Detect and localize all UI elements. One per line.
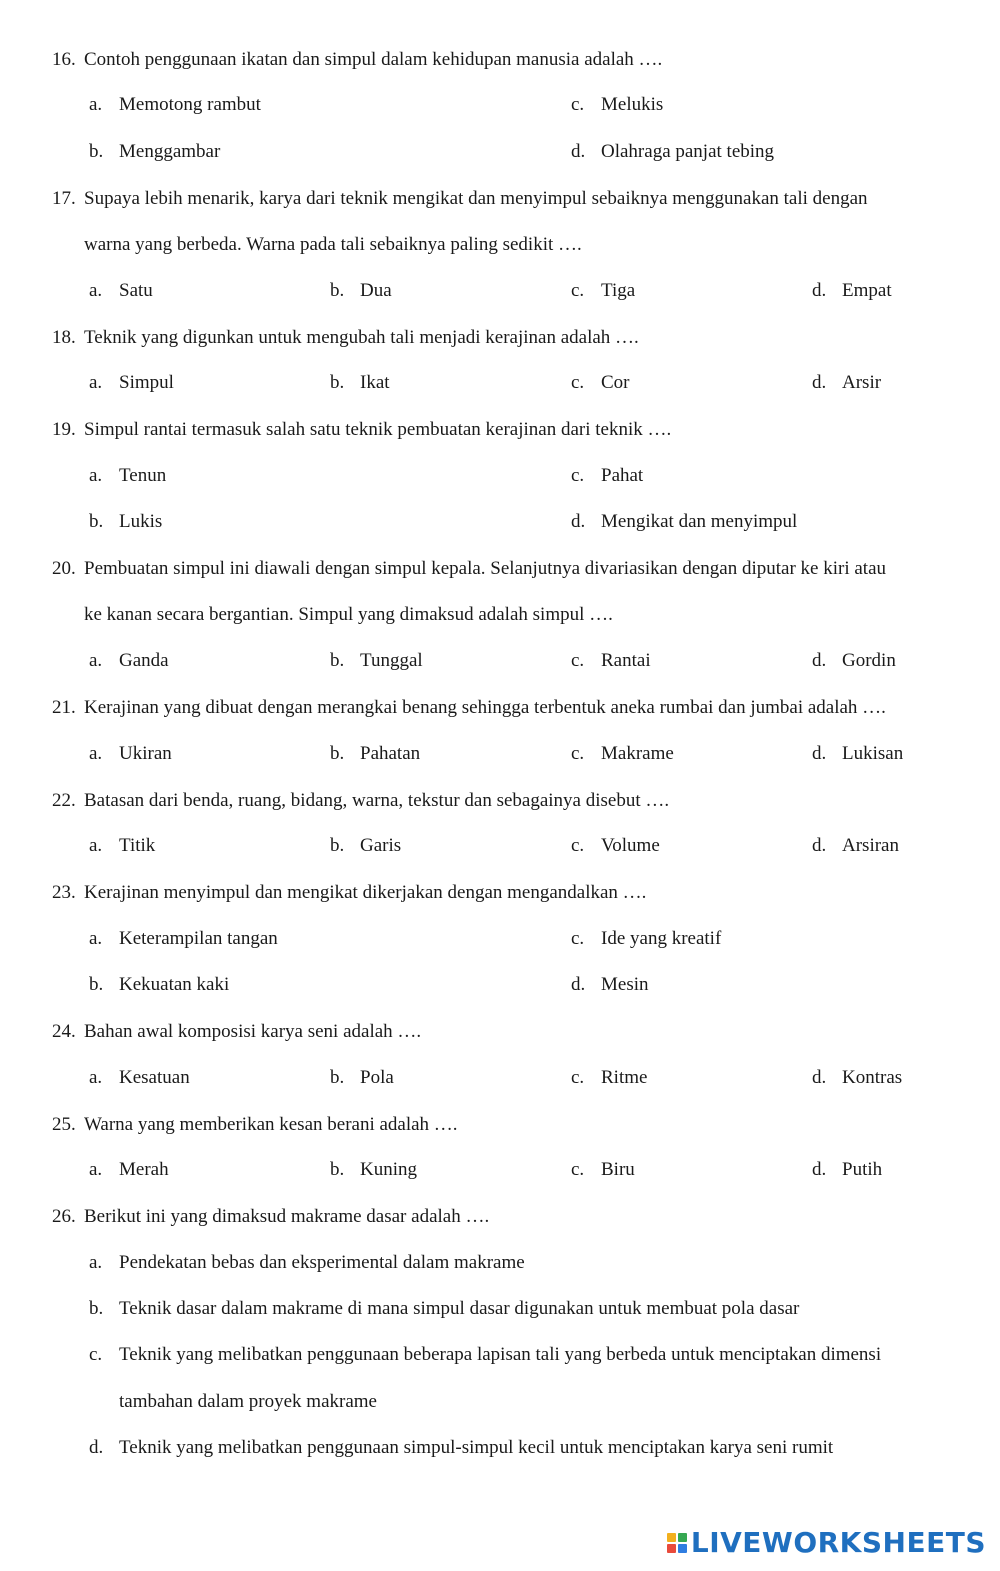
question-16 bbox=[52, 37, 952, 83]
option-text: Cor bbox=[601, 372, 630, 394]
option-text: Teknik yang melibatkan penggunaan beberapa lapisan tali yang berbeda untuk menciptakan dimensi bbox=[119, 1344, 882, 1366]
option-text: Merah bbox=[119, 1159, 169, 1181]
option-text: Arsiran bbox=[842, 835, 899, 857]
option-letter: c. bbox=[89, 1344, 103, 1366]
logo-tiles-icon bbox=[667, 1533, 687, 1553]
question-text-line bbox=[52, 685, 952, 731]
option-text: Kuning bbox=[360, 1159, 417, 1181]
question-text-line bbox=[52, 315, 952, 361]
question-number: 17. bbox=[52, 187, 76, 209]
option-letter: d. bbox=[812, 742, 827, 764]
question-26 bbox=[52, 1194, 952, 1240]
option-text: Mengikat dan menyimpul bbox=[601, 511, 798, 532]
option-letter: b. bbox=[89, 140, 104, 162]
question-text: Bahan awal komposisi karya seni adalah …. bbox=[84, 1021, 422, 1043]
question-text: Berikut ini yang dimaksud makrame dasar adalah …. bbox=[84, 1206, 490, 1228]
option-text: Rantai bbox=[601, 649, 651, 671]
option-letter: c. bbox=[571, 742, 585, 764]
option-letter: a. bbox=[89, 1251, 103, 1273]
question-text: Contoh penggunaan ikatan dan simpul dalam kehidupan manusia adalah …. bbox=[84, 48, 663, 70]
option-letter: b. bbox=[330, 649, 345, 671]
logo-tile bbox=[667, 1533, 676, 1542]
question-text: Simpul rantai termasuk salah satu teknik pembuatan kerajinan dari teknik …. bbox=[84, 419, 672, 441]
question-text-line bbox=[52, 222, 952, 268]
option-letter: a. bbox=[89, 835, 103, 857]
question-number: 20. bbox=[52, 558, 76, 580]
option-letter: c. bbox=[571, 279, 585, 301]
option-letter: a. bbox=[89, 927, 103, 949]
question-text: Teknik yang digunkan untuk mengubah tali menjadi kerajinan adalah …. bbox=[84, 326, 639, 348]
option-text: Titik bbox=[119, 835, 156, 857]
option-letter: a. bbox=[89, 742, 103, 764]
question-text: Kerajinan menyimpul dan mengikat dikerjakan dengan mengandalkan …. bbox=[84, 882, 647, 904]
option-letter: a. bbox=[89, 94, 103, 116]
option-text: Teknik dasar dalam makrame di mana simpul dasar digunakan untuk membuat pola dasar bbox=[119, 1298, 800, 1320]
option-letter: d. bbox=[812, 1159, 827, 1181]
question-24 bbox=[52, 1009, 952, 1055]
option-letter: a. bbox=[89, 1066, 103, 1088]
question-number: 18. bbox=[52, 326, 76, 348]
question-text-line bbox=[52, 407, 952, 453]
option-text: Ikat bbox=[360, 372, 390, 394]
option-text: Volume bbox=[601, 835, 660, 857]
option-text: Kontras bbox=[842, 1066, 903, 1088]
option-letter: b. bbox=[330, 742, 345, 764]
question-text: Warna yang memberikan kesan berani adalah …. bbox=[84, 1113, 458, 1135]
option-text: Ganda bbox=[119, 649, 169, 671]
option-text: Memotong rambut bbox=[119, 94, 261, 116]
option-text: Arsir bbox=[842, 372, 882, 394]
option-letter: b. bbox=[330, 835, 345, 857]
option-letter: b. bbox=[330, 279, 345, 301]
option-text: Ide yang kreatif bbox=[601, 927, 722, 949]
question-number: 24. bbox=[52, 1021, 76, 1043]
logo-tile bbox=[678, 1533, 687, 1542]
question-17 bbox=[52, 176, 952, 269]
option-letter: d. bbox=[812, 372, 827, 394]
option-text: Ukiran bbox=[119, 742, 172, 764]
question-19 bbox=[52, 407, 952, 453]
option-letter: b. bbox=[330, 372, 345, 394]
option-text: Keterampilan tangan bbox=[119, 927, 278, 949]
option-letter: b. bbox=[89, 511, 104, 532]
question-23 bbox=[52, 870, 952, 916]
option-text: Menggambar bbox=[119, 140, 221, 162]
option-letter: b. bbox=[89, 1298, 104, 1320]
question-text-line bbox=[52, 176, 952, 222]
option-text: Tiga bbox=[601, 279, 636, 301]
question-21 bbox=[52, 685, 952, 731]
option-text: Empat bbox=[842, 279, 892, 301]
question-number: 22. bbox=[52, 789, 76, 811]
option-text: Kekuatan kaki bbox=[119, 974, 230, 995]
question-text: ke kanan secara bergantian. Simpul yang dimaksud adalah simpul …. bbox=[84, 604, 613, 626]
option-text: Melukis bbox=[601, 94, 664, 116]
question-text-line bbox=[52, 778, 952, 824]
option-text: Olahraga panjat tebing bbox=[601, 140, 775, 162]
option-letter: d. bbox=[89, 1437, 104, 1458]
option-letter: d. bbox=[812, 835, 827, 857]
question-text-line bbox=[52, 1194, 952, 1240]
question-text: Pembuatan simpul ini diawali dengan simpul kepala. Selanjutnya divariasikan dengan diputar ke kiri atau bbox=[84, 558, 887, 580]
option-letter: d. bbox=[571, 140, 586, 162]
option-text: Biru bbox=[601, 1159, 635, 1181]
question-text-line bbox=[52, 1102, 952, 1148]
option-letter: b. bbox=[330, 1066, 345, 1088]
option-text: Dua bbox=[360, 279, 392, 301]
option-letter: c. bbox=[571, 464, 585, 486]
question-22 bbox=[52, 778, 952, 824]
question-text: Batasan dari benda, ruang, bidang, warna, tekstur dan sebagainya disebut …. bbox=[84, 789, 670, 811]
logo-tile bbox=[667, 1544, 676, 1553]
option-text: Kesatuan bbox=[119, 1066, 190, 1088]
option-letter: b. bbox=[89, 974, 104, 995]
option-letter: c. bbox=[571, 927, 585, 949]
option-text: Lukis bbox=[119, 511, 163, 532]
option-letter: c. bbox=[571, 1066, 585, 1088]
option-text: Tunggal bbox=[360, 649, 423, 671]
option-letter: b. bbox=[330, 1159, 345, 1181]
option-text: Tenun bbox=[119, 464, 167, 486]
option-letter: c. bbox=[571, 94, 585, 116]
question-number: 21. bbox=[52, 697, 76, 719]
option-letter: d. bbox=[571, 974, 586, 995]
question-text: Supaya lebih menarik, karya dari teknik mengikat dan menyimpul sebaiknya menggunakan tali dengan bbox=[84, 187, 868, 209]
option-text: Ritme bbox=[601, 1066, 648, 1088]
option-text: Satu bbox=[119, 279, 153, 301]
question-text-line bbox=[52, 1009, 952, 1055]
option-text: Teknik yang melibatkan penggunaan simpul-simpul kecil untuk menciptakan karya seni rumit bbox=[119, 1437, 834, 1458]
option-letter: a. bbox=[89, 279, 103, 301]
question-text: warna yang berbeda. Warna pada tali sebaiknya paling sedikit …. bbox=[84, 234, 582, 256]
option-text: Pendekatan bebas dan eksperimental dalam makrame bbox=[119, 1251, 525, 1273]
option-letter: a. bbox=[89, 372, 103, 394]
question-text: Kerajinan yang dibuat dengan merangkai benang sehingga terbentuk aneka rumbai dan jumbai adalah …. bbox=[84, 697, 886, 719]
question-number: 25. bbox=[52, 1113, 76, 1135]
question-text-line bbox=[52, 37, 952, 83]
logo-text: LIVEWORKSHEETS bbox=[690, 1526, 986, 1559]
option-letter: c. bbox=[571, 649, 585, 671]
option-text: Lukisan bbox=[842, 742, 904, 764]
option-text: Gordin bbox=[842, 649, 896, 671]
question-25 bbox=[52, 1102, 952, 1148]
option-text: Pahatan bbox=[360, 742, 421, 764]
question-text-line bbox=[52, 546, 952, 592]
option-letter: d. bbox=[812, 1066, 827, 1088]
question-text-line bbox=[52, 870, 952, 916]
question-number: 19. bbox=[52, 419, 76, 441]
option-letter: a. bbox=[89, 464, 103, 486]
option-text: Pahat bbox=[601, 464, 644, 486]
option-letter: c. bbox=[571, 1159, 585, 1181]
question-number: 26. bbox=[52, 1206, 76, 1228]
option-letter: a. bbox=[89, 1159, 103, 1181]
question-18 bbox=[52, 315, 952, 361]
logo-tile bbox=[678, 1544, 687, 1553]
option-text: Simpul bbox=[119, 372, 174, 394]
liveworksheets-logo bbox=[667, 1526, 986, 1559]
question-number: 23. bbox=[52, 882, 76, 904]
option-letter: c. bbox=[571, 835, 585, 857]
option-text: Makrame bbox=[601, 742, 674, 764]
option-letter: d. bbox=[812, 279, 827, 301]
option-letter: a. bbox=[89, 649, 103, 671]
option-letter: c. bbox=[571, 372, 585, 394]
question-20 bbox=[52, 546, 952, 639]
option-text: Garis bbox=[360, 835, 402, 857]
option-letter: d. bbox=[571, 511, 586, 532]
option-letter: d. bbox=[812, 649, 827, 671]
option-text: Mesin bbox=[601, 974, 649, 995]
option-text: Pola bbox=[360, 1066, 394, 1088]
option-text: tambahan dalam proyek makrame bbox=[119, 1390, 377, 1412]
question-text-line bbox=[52, 592, 952, 638]
option-text: Putih bbox=[842, 1159, 883, 1181]
question-number: 16. bbox=[52, 48, 76, 70]
